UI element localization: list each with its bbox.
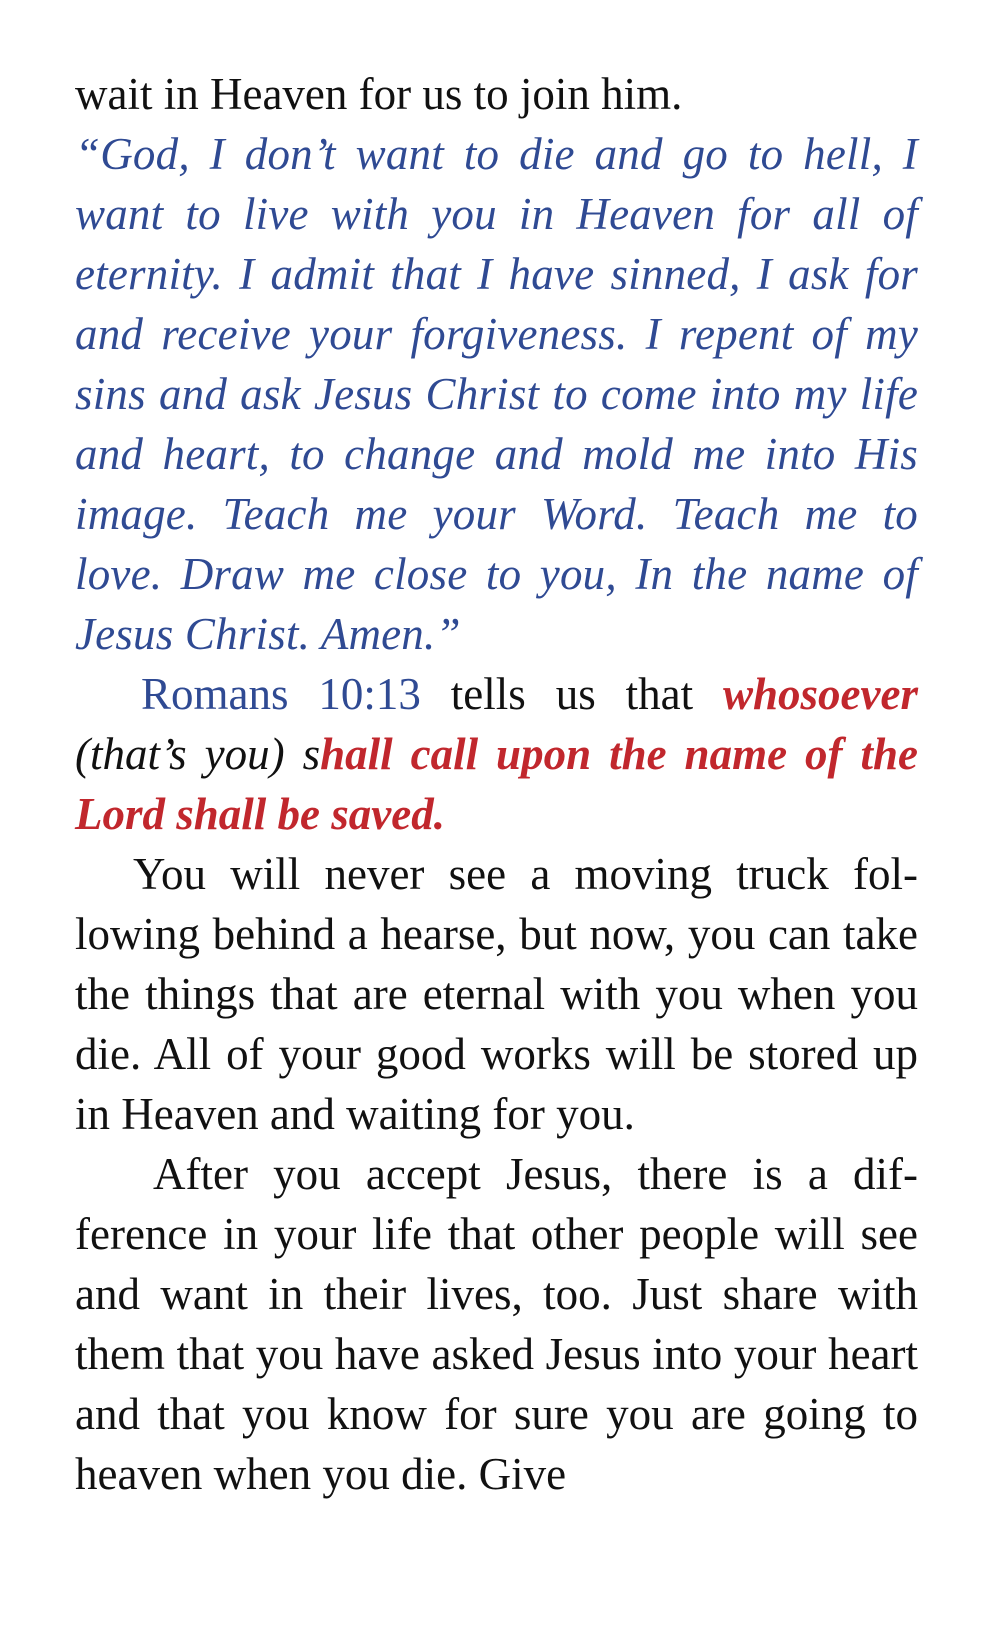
scripture-reference: Romans 10:13 bbox=[141, 669, 421, 719]
page-body bbox=[75, 64, 918, 1504]
romans-aside-text: (that’s you) s bbox=[75, 729, 321, 779]
salvation-prayer-paragraph: “God, I don’t want to die and go to hell, I want to live with you in Heaven for all of eternity. I admit that I have sinned, I ask for and receive your forgiveness. I repent of my sins and ask Jesus Christ to come into my life and heart, to change and mold me into His image. Teach me your Word. Teach me to love. Draw me close to you, In the name of Jesus Christ. Amen.” bbox=[75, 129, 918, 659]
romans-paragraph bbox=[75, 664, 918, 844]
romans-lead-text: tells us that bbox=[420, 669, 723, 719]
romans-verse-emphasis: hall call upon the name of the Lord shall be saved. bbox=[75, 729, 918, 839]
intro-tail-paragraph: wait in Heaven for us to join him. bbox=[75, 69, 683, 119]
after-accept-paragraph: After you accept Jesus, there is a difference in your life that other people will see and want in their lives, too. Just share with them that you have asked Jesus into your heart and that you know for sure you are going to heaven when you die. Give bbox=[75, 1149, 918, 1499]
moving-truck-paragraph: You will never see a moving truck following behind a hearse, but now, you can take the things that are eternal with you when you die. All of your good works will be stored up in Heaven and waiting for you. bbox=[75, 849, 918, 1139]
whosoever-emphasis: whosoever bbox=[723, 669, 918, 719]
